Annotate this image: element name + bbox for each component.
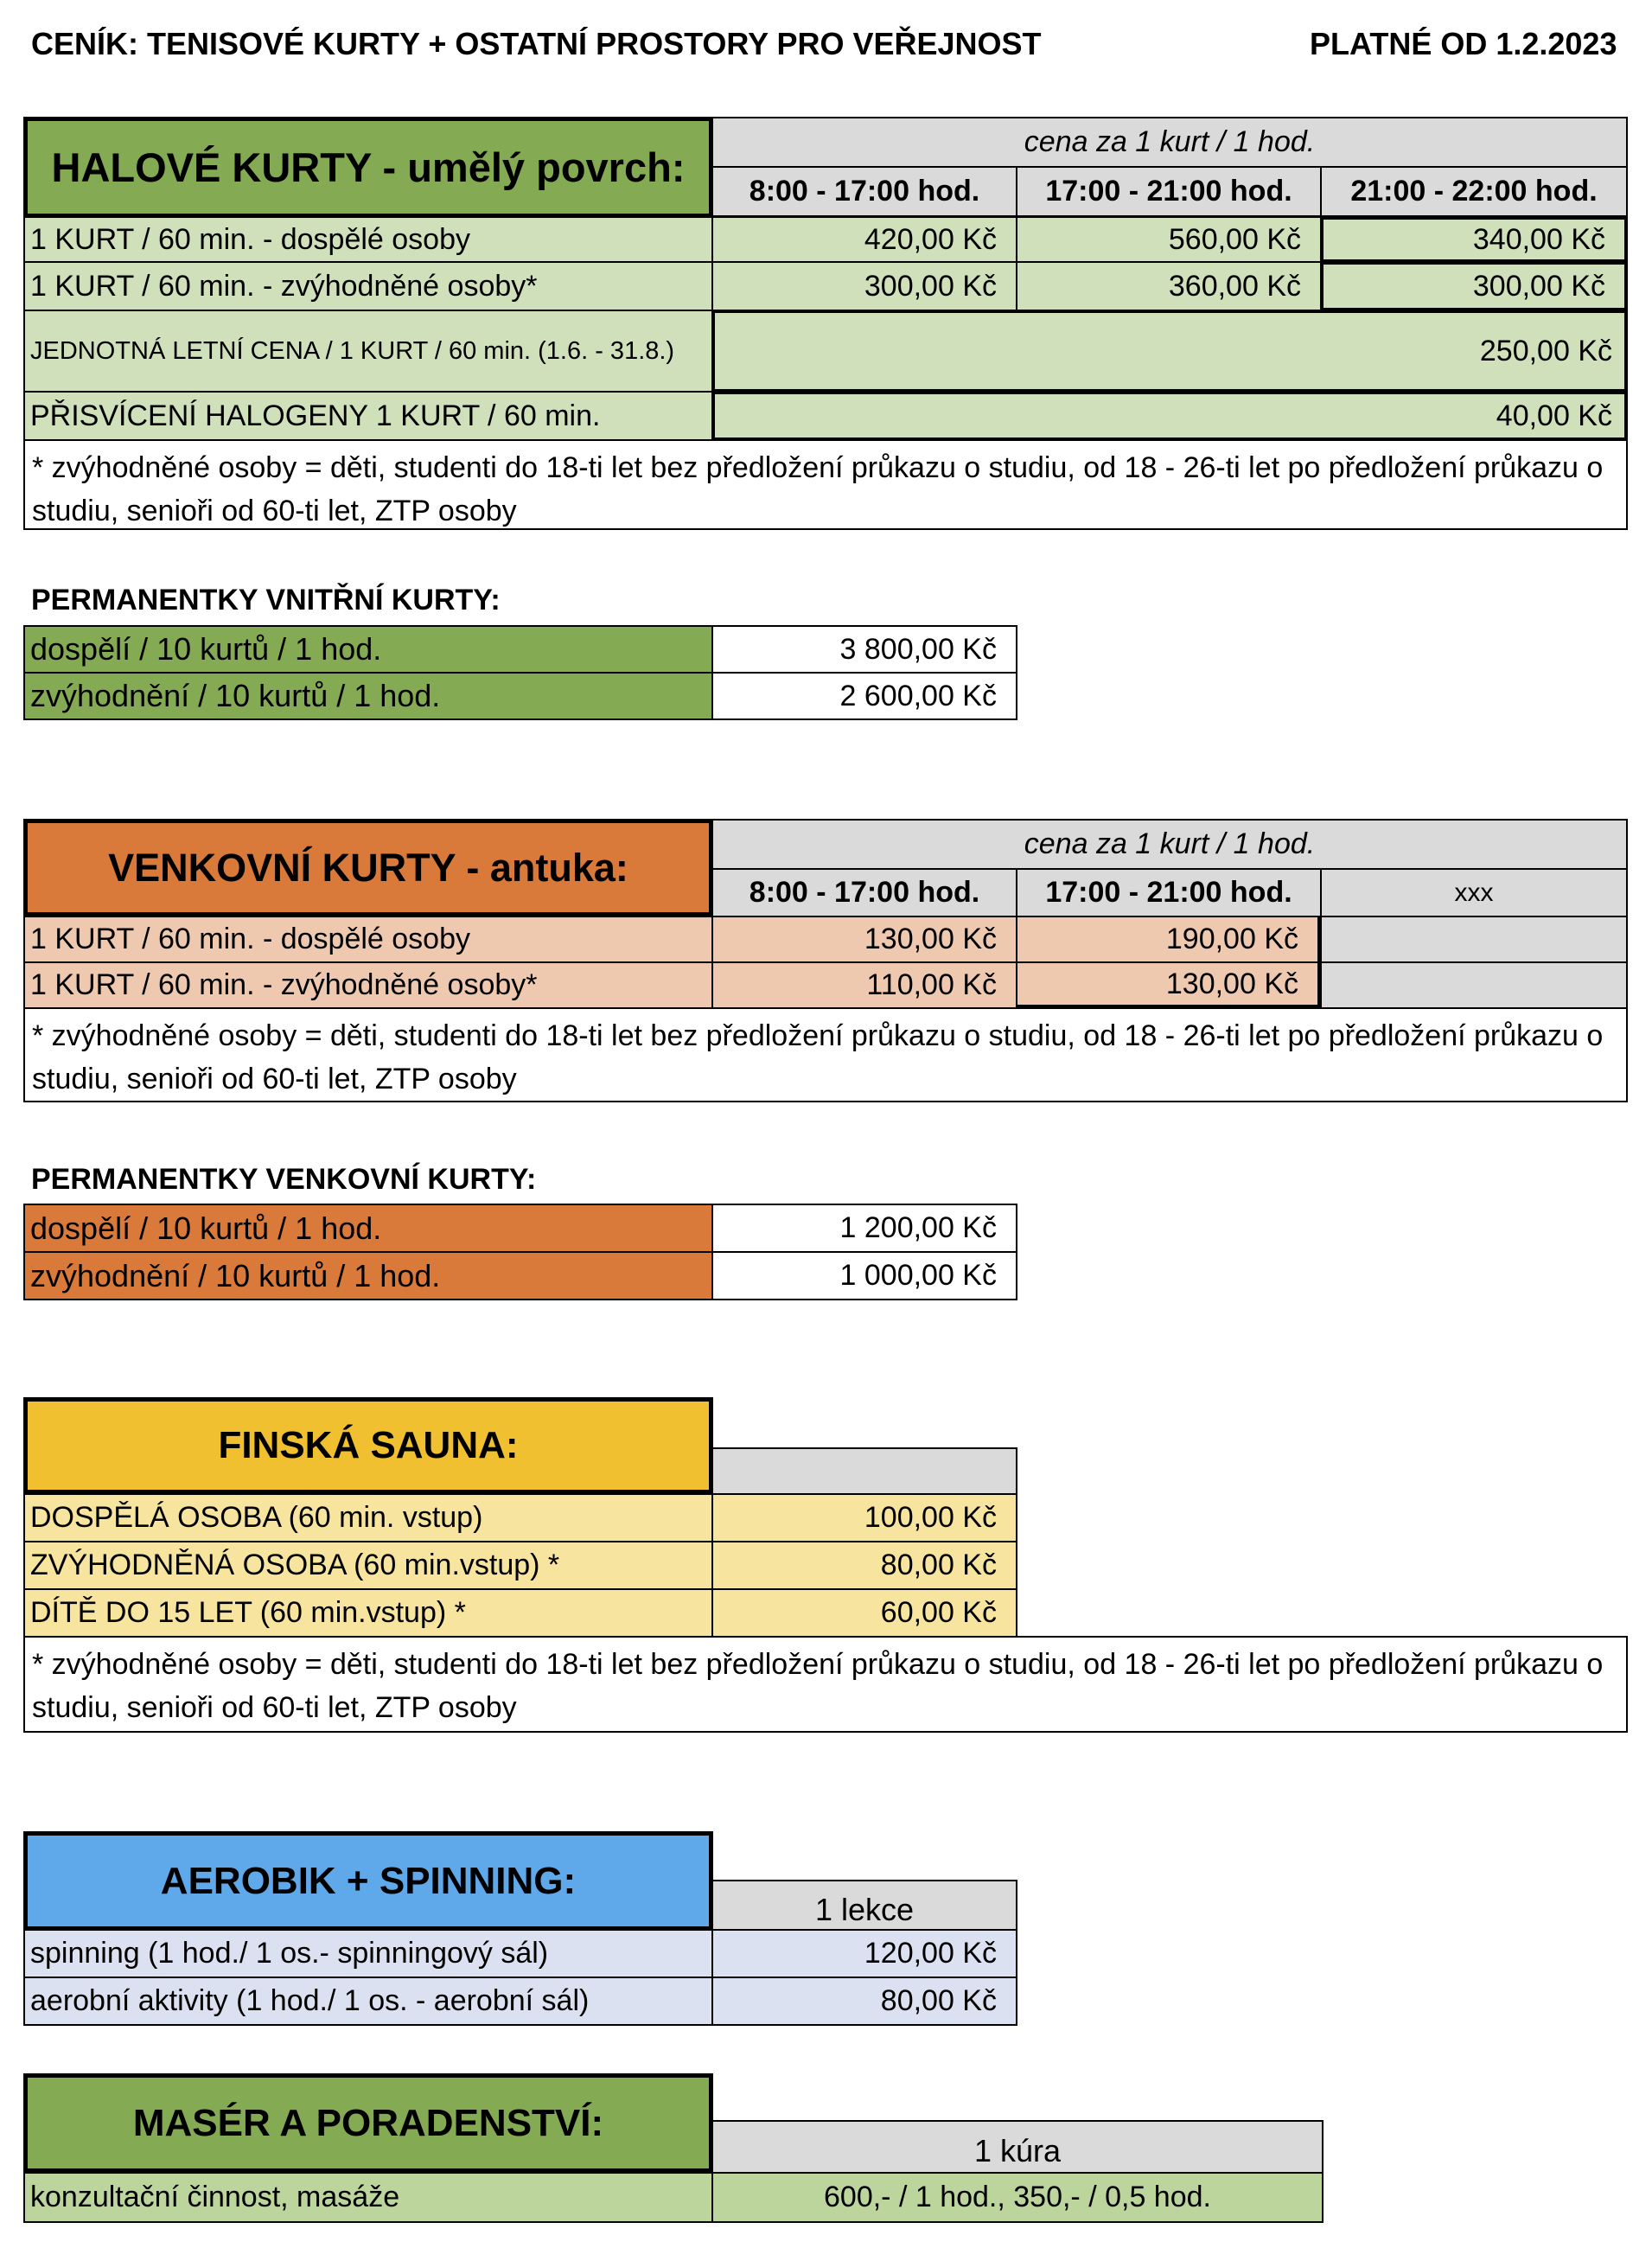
pass-row-price: 3 800,00 Kč (711, 625, 1017, 674)
masseur-title: MASÉR A PORADENSTVÍ: (23, 2073, 713, 2173)
valid-from: PLATNÉ OD 1.2.2023 (1310, 26, 1617, 61)
summer-price-value: 250,00 Kč (711, 310, 1628, 393)
outdoor-time-3: xxx (1320, 868, 1628, 917)
aerobic-title: AEROBIK + SPINNING: (23, 1831, 713, 1931)
sauna-title: FINSKÁ SAUNA: (23, 1397, 713, 1494)
outdoor-row-label: 1 KURT / 60 min. - dospělé osoby (23, 916, 713, 963)
outdoor-time-2: 17:00 - 21:00 hod. (1016, 868, 1322, 917)
indoor-note: * zvýhodněné osoby = děti, studenti do 18-ti let bez předložení průkazu o studiu, od 18 - 26-ti let po předložení průkazu o studiu, senioři od 60-ti let, ZTP osoby (23, 439, 1628, 530)
indoor-pass-title: PERMANENTKY VNITŘNÍ KURTY: (31, 584, 501, 616)
outdoor-empty-cell (1320, 961, 1628, 1009)
pass-row-label: zvýhodnění / 10 kurtů / 1 hod. (23, 672, 713, 720)
indoor-row-label: 1 KURT / 60 min. - dospělé osoby (23, 216, 713, 263)
sauna-row-price: 100,00 Kč (711, 1493, 1017, 1542)
outdoor-pass-title: PERMANENTKY VENKOVNÍ KURTY: (31, 1163, 537, 1196)
sauna-row-label: ZVÝHODNĚNÁ OSOBA (60 min.vstup) * (23, 1541, 713, 1590)
sauna-row-label: DÍTĚ DO 15 LET (60 min.vstup) * (23, 1588, 713, 1638)
sauna-row-price: 60,00 Kč (711, 1588, 1017, 1638)
aerobic-row-price: 120,00 Kč (711, 1929, 1017, 1978)
pass-row-label: dospělí / 10 kurtů / 1 hod. (23, 625, 713, 674)
pass-row-label: dospělí / 10 kurtů / 1 hod. (23, 1204, 713, 1253)
aerobic-row-label: spinning (1 hod./ 1 os.- spinningový sál) (23, 1929, 713, 1978)
pass-row-price: 2 600,00 Kč (711, 672, 1017, 720)
aerobic-caption: 1 lekce (711, 1880, 1017, 1931)
indoor-row-price: 300,00 Kč (1320, 261, 1628, 311)
indoor-row-price: 300,00 Kč (711, 261, 1017, 311)
pass-row-label: zvýhodnění / 10 kurtů / 1 hod. (23, 1251, 713, 1300)
indoor-row-price: 360,00 Kč (1016, 261, 1322, 311)
outdoor-row-price: 130,00 Kč (1016, 961, 1322, 1009)
masseur-row-label: konzultační činnost, masáže (23, 2172, 713, 2223)
halogen-price: 40,00 Kč (711, 391, 1628, 441)
sauna-header-cell (711, 1447, 1017, 1495)
indoor-price-caption: cena za 1 kurt / 1 hod. (711, 117, 1628, 168)
halogen-label: PŘISVÍCENÍ HALOGENY 1 KURT / 60 min. (23, 391, 713, 441)
outdoor-row-price: 130,00 Kč (711, 916, 1017, 963)
aerobic-row-price: 80,00 Kč (711, 1977, 1017, 2026)
sauna-row-label: DOSPĚLÁ OSOBA (60 min. vstup) (23, 1493, 713, 1542)
outdoor-row-label: 1 KURT / 60 min. - zvýhodněné osoby* (23, 961, 713, 1009)
aerobic-row-label: aerobní aktivity (1 hod./ 1 os. - aerobní sál) (23, 1977, 713, 2026)
pass-row-price: 1 200,00 Kč (711, 1204, 1017, 1253)
outdoor-title: VENKOVNÍ KURTY - antuka: (23, 819, 713, 916)
indoor-time-2: 17:00 - 21:00 hod. (1016, 166, 1322, 217)
masseur-caption: 1 kúra (711, 2120, 1324, 2174)
outdoor-row-price: 190,00 Kč (1016, 916, 1322, 963)
outdoor-time-1: 8:00 - 17:00 hod. (711, 868, 1017, 917)
sauna-note: * zvýhodněné osoby = děti, studenti do 18-ti let bez předložení průkazu o studiu, od 18 - 26-ti let po předložení průkazu o studiu, senioři od 60-ti let, ZTP osoby (23, 1636, 1628, 1733)
page-title: CENÍK: TENISOVÉ KURTY + OSTATNÍ PROSTORY PRO VEŘEJNOST (31, 26, 1042, 61)
indoor-row-price: 560,00 Kč (1016, 216, 1322, 263)
outdoor-note: * zvýhodněné osoby = děti, studenti do 18-ti let bez předložení průkazu o studiu, od 18 - 26-ti let po předložení průkazu o studiu, senioři od 60-ti let, ZTP osoby (23, 1007, 1628, 1102)
indoor-time-1: 8:00 - 17:00 hod. (711, 166, 1017, 217)
indoor-row-price: 340,00 Kč (1320, 216, 1628, 263)
indoor-row-label: 1 KURT / 60 min. - zvýhodněné osoby* (23, 261, 713, 311)
indoor-time-3: 21:00 - 22:00 hod. (1320, 166, 1628, 217)
outdoor-price-caption: cena za 1 kurt / 1 hod. (711, 819, 1628, 870)
summer-price-label: JEDNOTNÁ LETNÍ CENA / 1 KURT / 60 min. (1.6. - 31.8.) (23, 310, 713, 393)
indoor-row-price: 420,00 Kč (711, 216, 1017, 263)
sauna-row-price: 80,00 Kč (711, 1541, 1017, 1590)
outdoor-empty-cell (1320, 916, 1628, 963)
pass-row-price: 1 000,00 Kč (711, 1251, 1017, 1300)
indoor-title: HALOVÉ KURTY - umělý povrch: (23, 117, 713, 218)
outdoor-row-price: 110,00 Kč (711, 961, 1017, 1009)
masseur-row-price: 600,- / 1 hod., 350,- / 0,5 hod. (711, 2172, 1324, 2223)
